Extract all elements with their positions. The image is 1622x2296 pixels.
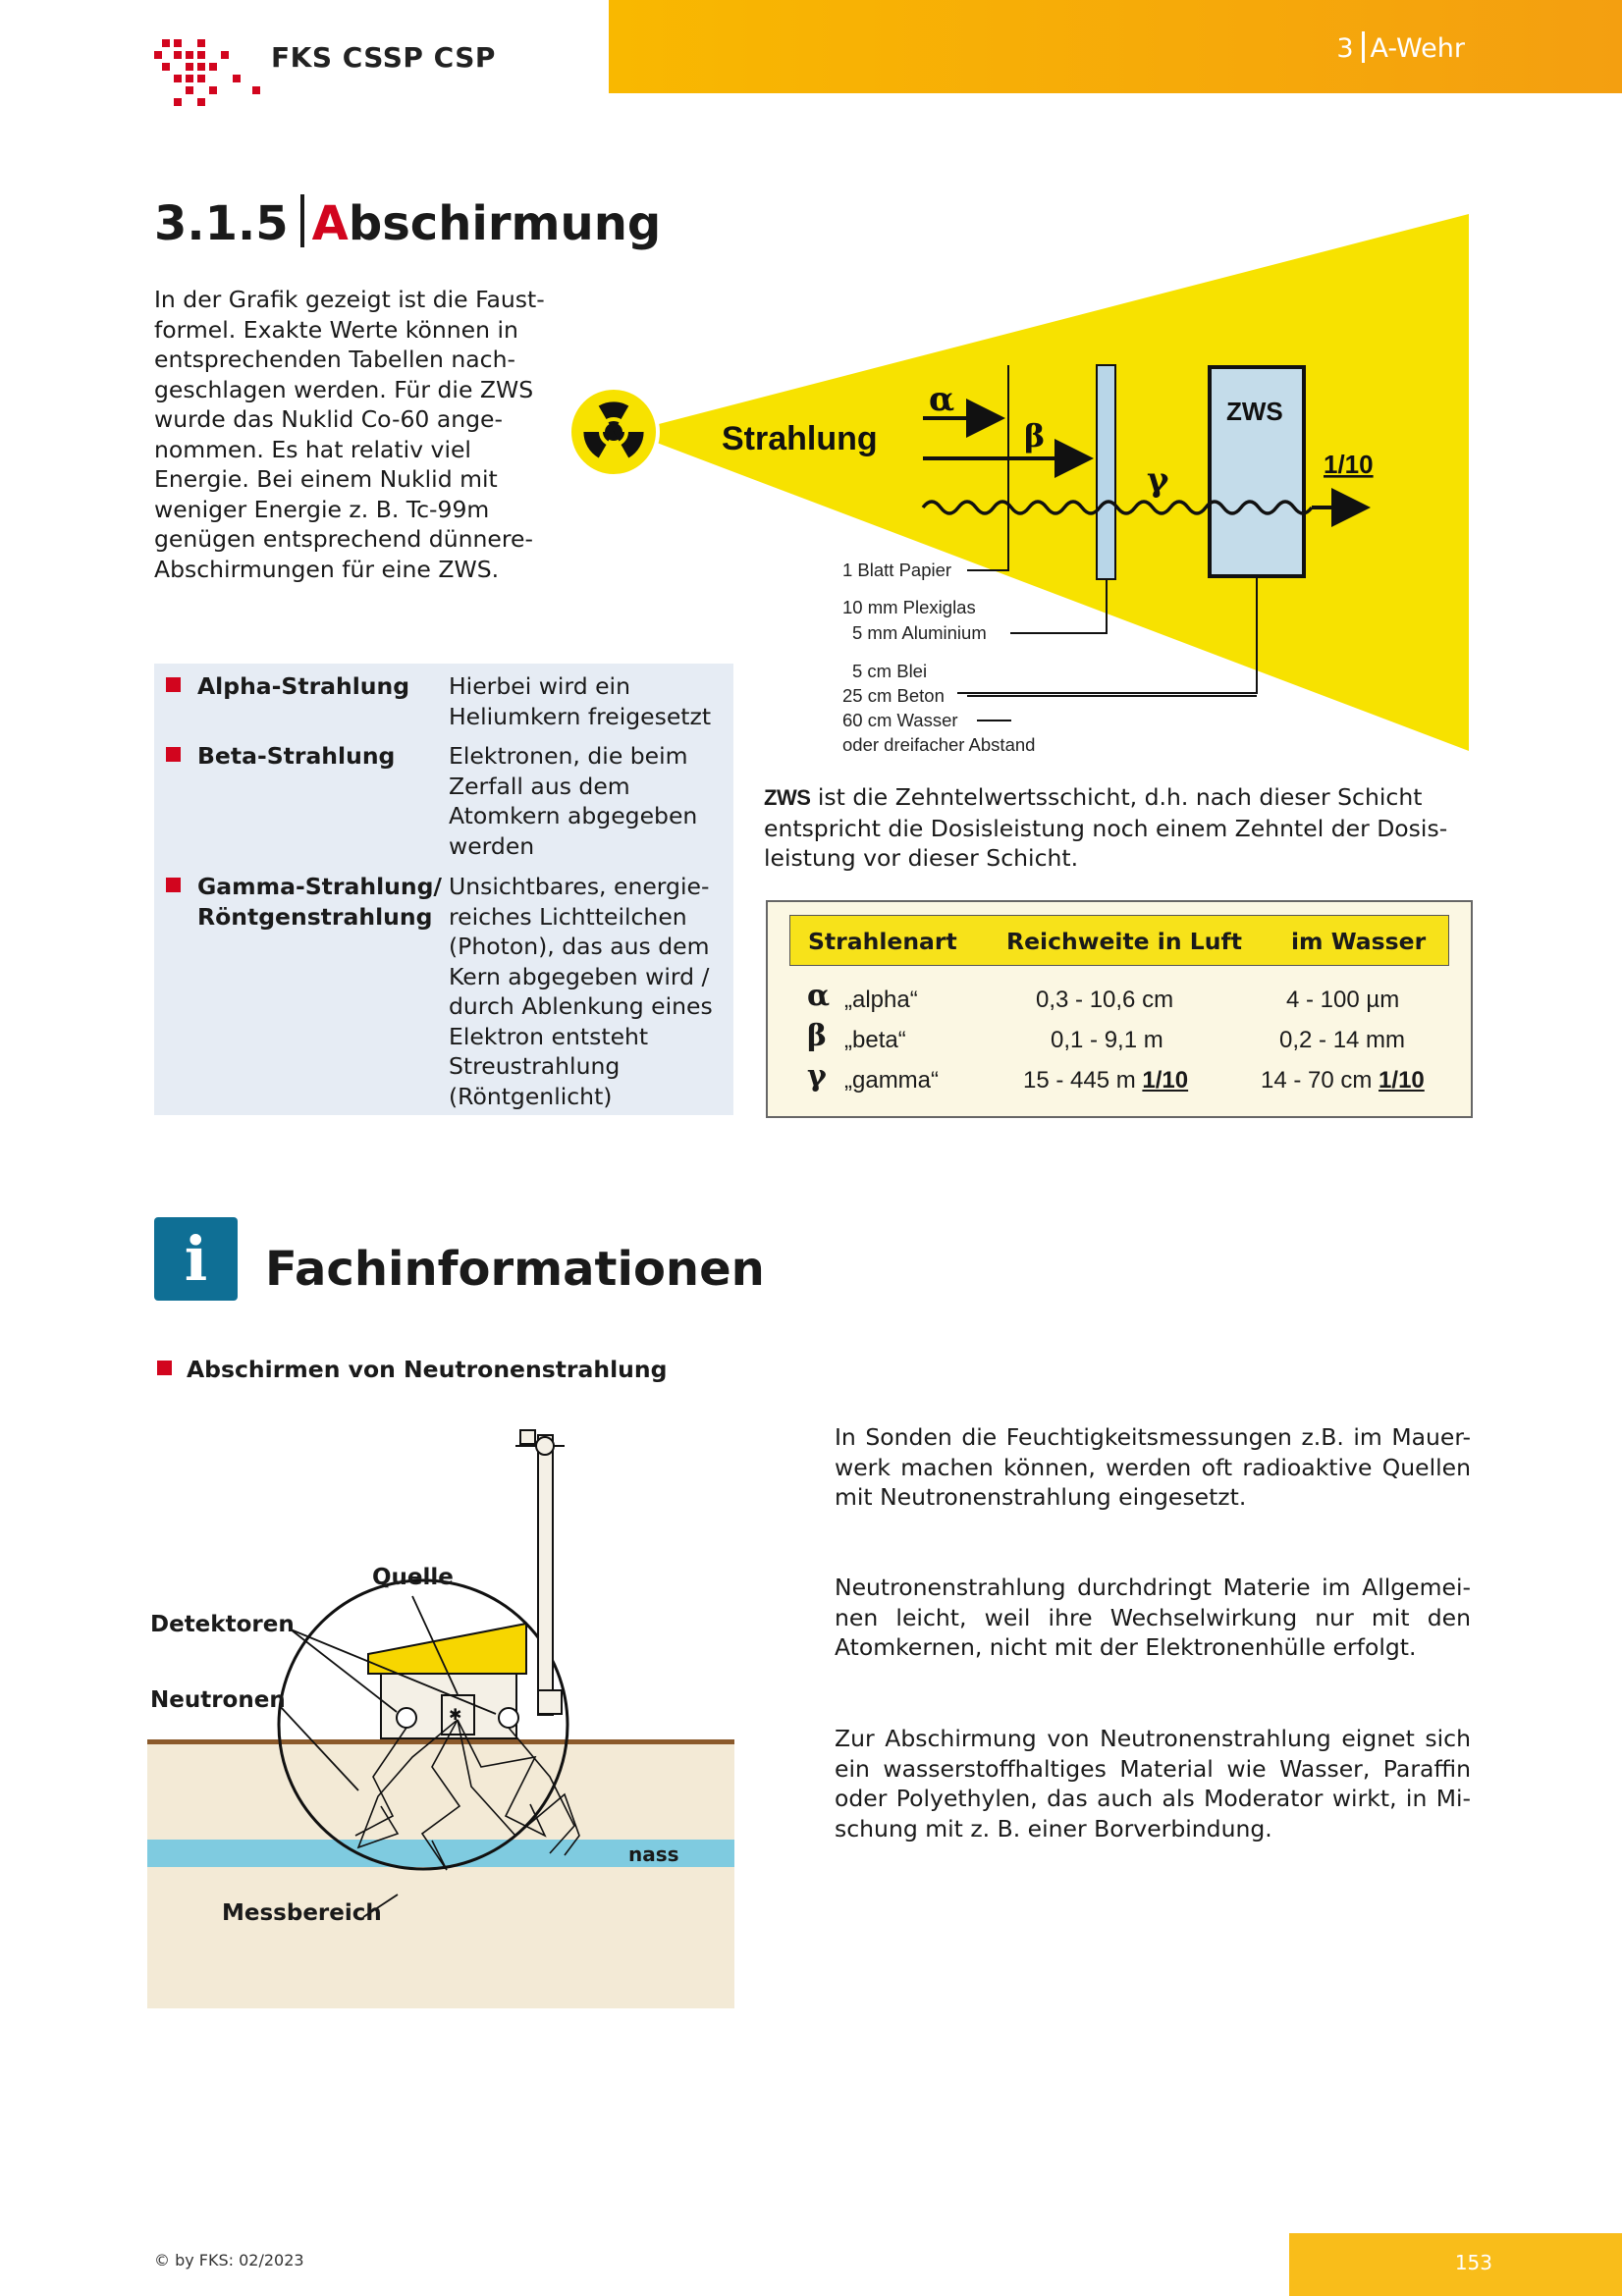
desc-line: Streustrahlung bbox=[449, 1052, 621, 1080]
probe-foot bbox=[538, 1690, 562, 1714]
type-name-line: Beta-Strahlung bbox=[197, 742, 396, 770]
probe-handle bbox=[538, 1435, 553, 1715]
probe-housing bbox=[368, 1624, 526, 1674]
intro-line: geschlagen werden. Für die ZWS bbox=[154, 375, 534, 403]
label-wasser: 60 cm Wasser bbox=[842, 710, 958, 730]
neutron-paragraph-3 bbox=[835, 1724, 1471, 1843]
page-number: 153 bbox=[1454, 2251, 1492, 2274]
air-value: 0,3 - 10,6 cm bbox=[1036, 987, 1174, 1013]
water-suffix: 1/10 bbox=[1379, 1067, 1425, 1094]
paragraph-line: oder Polyethylen, das auch als Moderator wirkt, in Mi- bbox=[835, 1785, 1471, 1812]
desc-line: Kern abgegeben wird / bbox=[449, 962, 710, 990]
paragraph-line: werk machen können, werden oft radioaktive Quellen bbox=[835, 1453, 1471, 1481]
beta-symbol: β bbox=[1024, 417, 1046, 454]
brand-name: FKS CSSP CSP bbox=[271, 41, 496, 74]
detector-left bbox=[397, 1708, 416, 1728]
intro-line: entsprechenden Tabellen nach- bbox=[154, 346, 515, 373]
intro-line: formel. Exakte Werte können in bbox=[154, 315, 518, 344]
intro-line: genügen entsprechend dünnere- bbox=[154, 525, 533, 553]
intro-line: Energie. Bei einem Nuklid mit bbox=[154, 465, 498, 493]
strahlung-label: Strahlung bbox=[722, 420, 878, 457]
label-messbereich: Messbereich bbox=[222, 1900, 382, 1926]
neutron-paragraph-1 bbox=[835, 1422, 1471, 1513]
label-blei: 5 cm Blei bbox=[852, 661, 928, 681]
footer-page-box bbox=[1289, 2233, 1622, 2296]
type-name-line: Alpha-Strahlung bbox=[197, 672, 410, 700]
intro-line: Abschirmungen für eine ZWS. bbox=[154, 555, 500, 583]
air-value: 0,1 - 9,1 m bbox=[1051, 1027, 1163, 1053]
label-abstand: oder dreifacher Abstand bbox=[842, 734, 1036, 755]
title-initial: A bbox=[311, 196, 349, 251]
label-detektoren: Detektoren bbox=[150, 1612, 295, 1637]
paragraph-line: nen leicht, weil ihre Wechselwirkung nur mit den bbox=[835, 1603, 1471, 1631]
ground-surface bbox=[147, 1739, 734, 1744]
row-symbol: β bbox=[807, 1019, 827, 1053]
row-symbol: γ bbox=[807, 1059, 827, 1094]
label-nass: nass bbox=[628, 1842, 679, 1866]
footer-copyright: © by FKS: 02/2023 bbox=[154, 2251, 304, 2269]
type-name-line: Gamma-Strahlung/ bbox=[197, 873, 442, 900]
desc-line: Atomkern abgegeben bbox=[449, 802, 698, 829]
label-paper: 1 Blatt Papier bbox=[842, 560, 952, 580]
row-name: „beta“ bbox=[844, 1027, 906, 1053]
info-title: Fachinformationen bbox=[265, 1242, 765, 1297]
zws-term: ZWS bbox=[764, 785, 811, 810]
desc-line: werden bbox=[449, 831, 535, 860]
row-name: „alpha“ bbox=[844, 987, 918, 1013]
desc-line: reiches Lichtteilchen bbox=[449, 902, 687, 931]
chapter-number: 3 bbox=[1336, 33, 1354, 64]
air-suffix: 1/10 bbox=[1142, 1067, 1189, 1094]
desc-line: Hierbei wird ein bbox=[449, 672, 630, 700]
label-neutronen: Neutronen bbox=[150, 1687, 286, 1713]
zws-note-text: ist die Zehntelwertsschicht, d.h. nach dieser Schicht bbox=[817, 783, 1423, 811]
paragraph-line: mit Neutronenstrahlung eingesetzt. bbox=[835, 1483, 1247, 1511]
water-value: 14 - 70 cm bbox=[1261, 1067, 1379, 1094]
intro-line: wurde das Nuklid Co-60 ange- bbox=[154, 405, 503, 433]
source-symbol-icon: ✱ bbox=[449, 1705, 462, 1724]
label-plexiglas: 10 mm Plexiglas bbox=[842, 597, 976, 617]
paragraph-line: schung mit z. B. einer Borverbindung. bbox=[835, 1814, 1272, 1842]
info-subheading: Abschirmen von Neutronenstrahlung bbox=[187, 1356, 668, 1383]
header-luft: Reichweite in Luft bbox=[1006, 928, 1242, 955]
desc-line: (Photon), das aus dem bbox=[449, 933, 710, 960]
probe-handle-knob bbox=[536, 1437, 554, 1455]
title-rest: bschirmung bbox=[348, 196, 662, 251]
intro-line: nommen. Es hat relativ viel bbox=[154, 435, 471, 463]
neutron-paragraph-2 bbox=[835, 1573, 1471, 1663]
desc-line: durch Ablenkung eines bbox=[449, 992, 713, 1020]
label-aluminium: 5 mm Aluminium bbox=[852, 622, 987, 643]
gamma-symbol: γ bbox=[1147, 460, 1169, 500]
water-value: 4 - 100 µm bbox=[1286, 987, 1400, 1013]
zws-note-line: entspricht die Dosisleistung noch einem Zehntel der Dosis- bbox=[764, 814, 1448, 842]
type-name-line: Röntgenstrahlung bbox=[197, 902, 433, 931]
paragraph-line: In Sonden die Feuchtigkeitsmessungen z.B. im Mauer- bbox=[835, 1423, 1471, 1451]
detector-right bbox=[499, 1708, 518, 1728]
header-strahlenart: Strahlenart bbox=[808, 928, 957, 955]
tenth-label: 1/10 bbox=[1324, 450, 1374, 479]
section-number: 3.1.5 bbox=[154, 196, 289, 251]
chapter-title: A-Wehr bbox=[1370, 33, 1465, 64]
intro-line: weniger Energie z. B. Tc-99m bbox=[154, 495, 490, 523]
paragraph-line: ein wasserstoffhaltiges Material wie Wasser, Paraffin bbox=[835, 1754, 1471, 1783]
desc-line: Zerfall aus dem bbox=[449, 772, 630, 800]
row-name: „gamma“ bbox=[844, 1067, 940, 1094]
desc-line: Elektron entsteht bbox=[449, 1022, 649, 1050]
paragraph-line: Neutronenstrahlung durchdringt Materie im Allgemei- bbox=[835, 1574, 1471, 1601]
row-symbol: α bbox=[807, 979, 831, 1013]
probe-handle-cap bbox=[520, 1430, 535, 1444]
label-beton: 25 cm Beton bbox=[842, 685, 945, 706]
label-quelle: Quelle bbox=[372, 1565, 454, 1590]
desc-line: Unsichtbares, energie- bbox=[449, 873, 710, 900]
alpha-symbol: α bbox=[929, 380, 955, 419]
desc-line: Elektronen, die beim bbox=[449, 742, 688, 770]
paragraph-line: Zur Abschirmung von Neutronenstrahlung eignet sich bbox=[835, 1725, 1471, 1752]
header-wasser: im Wasser bbox=[1291, 928, 1427, 955]
zws-block-label: ZWS bbox=[1226, 397, 1283, 426]
zws-note-line: leistung vor dieser Schicht. bbox=[764, 844, 1079, 872]
air-value: 15 - 445 m bbox=[1023, 1067, 1143, 1094]
desc-line: Heliumkern freigesetzt bbox=[449, 702, 712, 730]
water-value: 0,2 - 14 mm bbox=[1279, 1027, 1406, 1053]
info-icon: i bbox=[154, 1217, 238, 1301]
paragraph-line: Atomkernen, nicht mit der Elektronenhülle erfolgt. bbox=[835, 1633, 1417, 1661]
desc-line: (Röntgenlicht) bbox=[449, 1082, 613, 1110]
intro-line: In der Grafik gezeigt ist die Faust- bbox=[154, 286, 545, 313]
